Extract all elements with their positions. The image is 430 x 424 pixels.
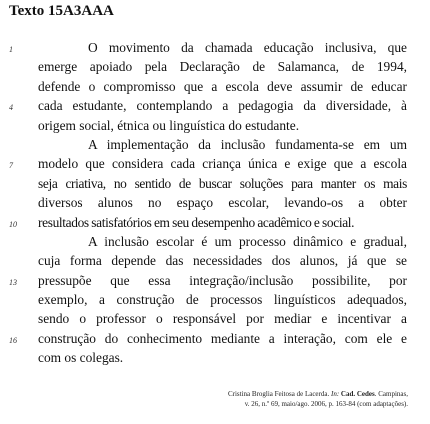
line-text: O movimento da chamada educação inclusiva, que [88, 40, 407, 55]
line-text: cada estudante, contemplando a pedagogia da diversidade, à [38, 98, 407, 114]
line-text: origem social, étnica ou linguística do estudante. [38, 117, 300, 133]
line-number: 7 [9, 161, 13, 171]
line-text: pressupõe que essa integração/inclusão possibilite, por [38, 272, 407, 288]
text-line [9, 213, 407, 232]
line-text: construção do conhecimento mediante a interação, com ele e [38, 330, 407, 346]
text-line [38, 174, 407, 193]
line-number: 1 [9, 45, 13, 54]
text-line [9, 38, 407, 57]
line-text: sendo o professor o responsável por mediar e incentivar a [38, 311, 407, 327]
line-text: com os colegas. [38, 350, 124, 366]
citation-in: In: [330, 390, 340, 398]
text-line [38, 251, 407, 270]
text-line [38, 232, 407, 251]
line-text: modelo que considera cada criança única e exige que a escola [38, 156, 407, 172]
citation [148, 389, 408, 409]
line-number: 4 [9, 103, 13, 113]
text-title: Texto 15A3AAA [9, 3, 114, 19]
line-number: 13 [9, 277, 17, 287]
text-line [38, 348, 407, 367]
line-text: exemplo, a construção de processos linguísticos adequados, [38, 292, 407, 308]
line-text: defende o compromisso que a escola deve assumir de educar [38, 78, 407, 94]
text-line [38, 290, 407, 309]
line-text: A inclusão escolar é um processo dinâmico e gradual, [88, 233, 407, 249]
text-line [9, 329, 407, 348]
citation-journal: Cad. Cedes [340, 390, 375, 398]
citation-author: Cristina Broglia Feitosa de Lacerda. [227, 390, 330, 398]
line-number: 16 [9, 335, 17, 345]
line-text: resultados satisfatórios em seu desempenho acadêmico e social. [38, 214, 355, 230]
text-body [9, 38, 407, 368]
text-line [9, 154, 407, 173]
citation-details: v. 26, n.º 69, maio/ago. 2006, p. 163-84 (com adaptações). [244, 400, 408, 408]
text-line [38, 116, 407, 135]
text-line [38, 77, 407, 96]
text-line [9, 271, 407, 290]
text-line [38, 135, 407, 154]
text-line [38, 309, 407, 328]
line-text: cuja forma depende das necessidades dos alunos, já que se [38, 253, 407, 269]
line-text: diversos alunos no espaço escolar, levando-os a obter [38, 195, 407, 211]
text-line [38, 57, 407, 76]
line-number: 10 [9, 219, 17, 229]
text-line [38, 193, 407, 212]
text-line [9, 96, 407, 115]
line-text: seja criativa, no sentido de buscar soluções para manter os mais [38, 175, 407, 191]
citation-place: . Campinas, [374, 390, 408, 398]
line-text: emerge apoiado pela Declaração de Salamanca, de 1994, [38, 59, 407, 75]
line-text: A implementação da inclusão fundamenta-se em um [88, 136, 407, 152]
